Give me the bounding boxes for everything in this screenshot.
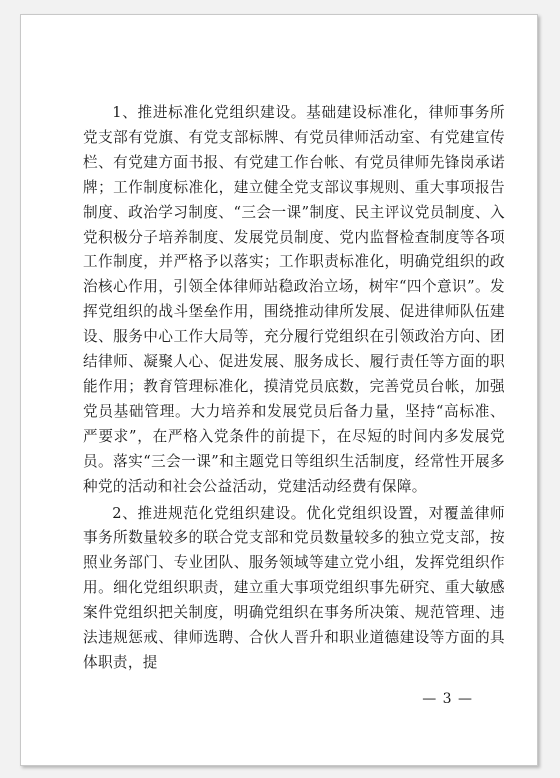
- paragraph-1-lead: 1、推进标准化党组织建设。: [112, 104, 307, 121]
- paragraph-1-text: 基础建设标准化，律师事务所党支部有党旗、有党支部标牌、有党员律师活动室、有党建宣传栏、有党建方面书报、有党建工作台帐、有党员律师先锋岗承诺牌；工作制度标准化，建立健全党支部议事规则、重大事项报告制度、政治学习制度、“三会一课”制度、民主评议党员制度、入党积极分子培养制度、发展党员制度、党内监督检查制度等各项工作制度，并严格予以落实；工作职责标准化，明确党组织的政治核心作用，引领全体律师站稳政治立场，树牢“四个意识”。发挥党组织的战斗堡垒作用，围绕推动律所发展、促进律师队伍建设、服务中心工作大局等，充分履行党组织在引领政治方向、团结律师、凝聚人心、促进发展、服务成长、履行责任等方面的职能作用；教育管理标准化，摸清党员底数，完善党员台帐，加强党员基础管理。大力培养和发展党员后备力量，坚持“高标准、严要求”，在严格入党条件的前提下，在尽短的时间内多发展党员。落实“三会一课”和主题党日等组织生活制度，经常性开展多种党的活动和社会公益活动，党建活动经费有保障。: [83, 104, 505, 495]
- page-number: — 3 —: [422, 691, 473, 707]
- document-page: [20, 14, 538, 766]
- paragraph-2-lead: 2、推进规范化党组织建设。: [112, 504, 307, 522]
- paragraph-2: [83, 502, 505, 676]
- document-body: [83, 101, 505, 676]
- paragraph-2-text: 优化党组织设置，对覆盖律师事务所数量较多的联合党支部和党员数量较多的独立党支部，按照业务部门、专业团队、服务领域等建立党小组，发挥党组织作用。细化党组织职责，建立重大事项党组织事先研究、重大敏感案件党组织把关制度，明确党组织在事务所决策、规范管理、违法违规惩戒、律师选聘、合伙人晋升和职业道德建设等方面的具体职责，提: [83, 504, 505, 671]
- paragraph-1: [83, 101, 505, 500]
